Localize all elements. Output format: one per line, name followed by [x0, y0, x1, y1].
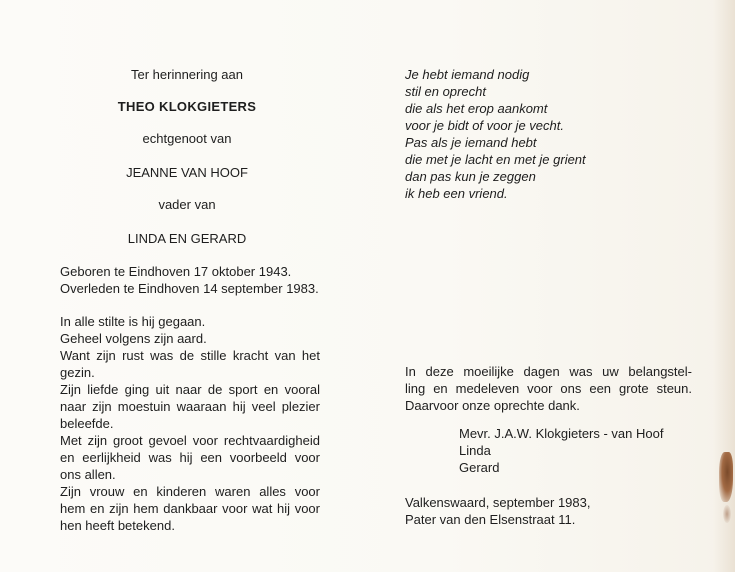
tribute-line: Met zijn groot gevoel voor rechtvaardigheid [60, 433, 320, 448]
poem-line: die als het erop aankomt [405, 101, 548, 116]
tribute-line: hem en zijn hem dankbaar voor wat hij voor [60, 501, 320, 516]
death-line: Overleden te Eindhoven 14 september 1983. [60, 281, 319, 296]
family-line: Linda [459, 443, 491, 458]
birth-line: Geboren te Eindhoven 17 oktober 1943. [60, 264, 292, 279]
paper-stain [719, 452, 733, 502]
poem-line: die met je lacht en met je grient [405, 152, 586, 167]
thanks-line: Daarvoor onze oprechte dank. [405, 398, 580, 413]
poem-line: ik heb een vriend. [405, 186, 508, 201]
poem-line: voor je bidt of voor je vecht. [405, 118, 564, 133]
tribute-line: ons allen. [60, 467, 116, 482]
paper-stain [723, 505, 731, 523]
spouse-name: JEANNE VAN HOOF [126, 165, 248, 180]
deceased-name: THEO KLOKGIETERS [117, 99, 257, 114]
father-of-line: vader van [158, 197, 216, 212]
tribute-line: Zijn liefde ging uit naar de sport en vooral [60, 382, 320, 397]
tribute-line: Zijn vrouw en kinderen waren alles voor [60, 484, 320, 499]
thanks-line: ling en medeleven voor ons een grote steun. [405, 381, 692, 396]
tribute-line: In alle stilte is hij gegaan. [60, 314, 206, 329]
tribute-line: Geheel volgens zijn aard. [60, 331, 207, 346]
tribute-line: beleefde. [60, 416, 114, 431]
family-line: Gerard [459, 460, 500, 475]
address-line: Pater van den Elsenstraat 11. [405, 512, 576, 527]
children-names: LINDA EN GERARD [127, 231, 247, 246]
poem-line: Je hebt iemand nodig [405, 67, 530, 82]
tribute-line: gezin. [60, 365, 95, 380]
poem-line: Pas als je iemand hebt [405, 135, 537, 150]
tribute-line: en eerlijkheid was hij een voorbeeld voor [60, 450, 320, 465]
family-line: Mevr. J.A.W. Klokgieters - van Hoof [459, 426, 664, 441]
thanks-line: In deze moeilijke dagen was uw belangstel- [405, 364, 692, 379]
tribute-line: naar zijn moestuin waaraan hij veel plezier [60, 399, 320, 414]
in-memory-of-line: Ter herinnering aan [130, 67, 244, 82]
tribute-line: Want zijn rust was de stille kracht van het [60, 348, 320, 363]
poem-line: stil en oprecht [405, 84, 486, 99]
poem-line: dan pas kun je zeggen [405, 169, 536, 184]
tribute-line: hen heeft betekend. [60, 518, 175, 533]
place-date-line: Valkenswaard, september 1983, [405, 495, 591, 510]
spouse-of-line: echtgenoot van [142, 131, 232, 146]
